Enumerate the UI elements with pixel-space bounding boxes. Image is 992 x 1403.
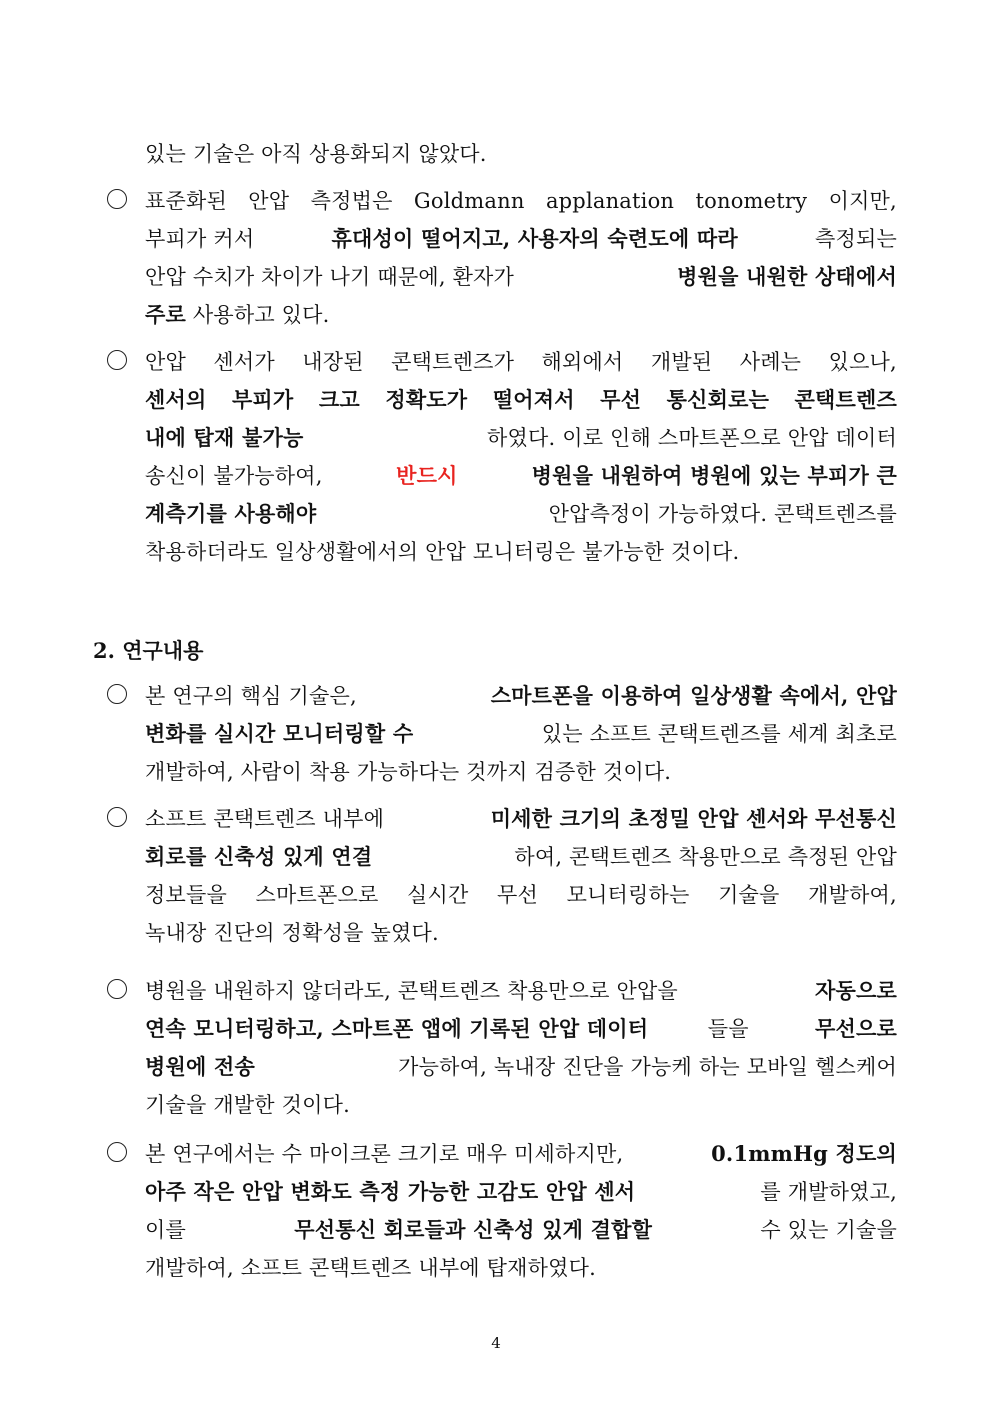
text-line: 변화를 실시간 모니터링할 수 있는 소프트 콘택트렌즈를 세계 최초로 <box>145 715 897 753</box>
word: 개발된 <box>650 350 713 374</box>
circle-bullet-icon <box>107 1142 127 1162</box>
continuation-block <box>107 135 897 173</box>
text-line: 부피가 커서 휴대성이 떨어지고, 사용자의 숙련도에 따라 측정되는 <box>145 220 897 258</box>
text-line: 연속 모니터링하고, 스마트폰 앱에 기록된 안압 데이터 들을 무선으로 <box>145 1010 897 1048</box>
emphasis-text: 주로 <box>145 302 186 327</box>
word: 부피가 <box>231 387 294 412</box>
word: 안압 <box>145 350 186 374</box>
word: 표준화된 <box>145 189 227 213</box>
circle-bullet-icon <box>107 684 127 704</box>
word: 스마트폰으로 <box>255 883 379 907</box>
word: applanation <box>545 189 675 213</box>
circle-bullet-icon <box>107 189 127 209</box>
emphasis-text: 회로를 신축성 있게 연결 <box>145 844 373 869</box>
emphasis-text: 스마트폰을 이용하여 일상생활 속에서, 안압 <box>490 683 897 708</box>
word: 안압 <box>248 189 290 213</box>
emphasis-text: 미세한 크기의 초정밀 안압 센서와 무선통신 <box>490 806 897 831</box>
highlight-text: 반드시 <box>396 463 458 488</box>
word: 실시간 <box>407 883 469 907</box>
word: 측정법은 <box>310 189 393 213</box>
emphasis-text: 변화를 실시간 모니터링할 수 <box>145 721 414 746</box>
word: 이지만, <box>828 189 897 213</box>
word: 정보들을 <box>145 883 227 907</box>
text-line: 본 연구의 핵심 기술은, 스마트폰을 이용하여 일상생활 속에서, 안압 <box>145 677 897 715</box>
word: 해외에서 <box>541 350 624 374</box>
text-line: 개발하여, 사람이 착용 가능하다는 것까지 검증한 것이다. <box>145 760 672 784</box>
text-line: 녹내장 진단의 정확성을 높였다. <box>145 921 439 945</box>
word: 개발하여, <box>808 883 897 907</box>
word: 크고 <box>318 387 360 412</box>
word: 무선 <box>497 883 539 907</box>
text-line <box>145 876 897 914</box>
text-line: 안압 수치가 차이가 나기 때문에, 환자가 병원을 내원한 상태에서 <box>145 258 897 296</box>
emphasis-text: 연속 모니터링하고, 스마트폰 앱에 기록된 안압 데이터 <box>145 1016 649 1041</box>
text-line: 있는 기술은 아직 상용화되지 않았다. <box>145 142 487 166</box>
emphasis-text: 병원을 내원하여 병원에 있는 부피가 큰 <box>524 463 897 488</box>
word: 떨어져서 <box>492 387 575 412</box>
text-line: 병원에 전송 가능하여, 녹내장 진단을 가능케 하는 모바일 헬스케어 <box>145 1048 897 1086</box>
word: 무선 <box>600 387 642 412</box>
text-line: 주로 사용하고 있다. <box>145 302 330 327</box>
text-line <box>145 343 897 381</box>
emphasis-text: 자동으로 <box>815 978 897 1003</box>
circle-bullet-icon <box>107 807 127 827</box>
background-paragraph-2 <box>107 343 897 571</box>
text-line: 개발하여, 소프트 콘택트렌즈 내부에 탑재하였다. <box>145 1256 596 1280</box>
text-line: 본 연구에서는 수 마이크론 크기로 매우 미세하지만, 0.1mmHg 정도의 <box>145 1135 897 1173</box>
emphasis-text: 0.1mmHg 정도의 <box>711 1141 897 1166</box>
background-paragraph-1 <box>107 182 897 334</box>
emphasis-text: 무선으로 <box>815 1016 897 1041</box>
word: 정확도가 <box>385 387 468 412</box>
circle-bullet-icon <box>107 979 127 999</box>
word: 콘택트렌즈 <box>794 387 897 412</box>
text-line: 착용하더라도 일상생활에서의 안압 모니터링은 불가능한 것이다. <box>145 540 740 564</box>
text-line: 아주 작은 안압 변화도 측정 가능한 고감도 안압 센서 를 개발하였고, <box>145 1173 897 1211</box>
word: 모니터링하는 <box>566 883 690 907</box>
research-paragraph-3 <box>107 972 897 1124</box>
text-line: 이를 무선통신 회로들과 신축성 있게 결합할 수 있는 기술을 <box>145 1211 897 1249</box>
emphasis-text: 내에 탑재 불가능 <box>145 425 304 450</box>
word: 있으나, <box>828 350 897 374</box>
circle-bullet-icon <box>107 350 127 370</box>
word: 통신회로는 <box>666 387 770 412</box>
research-paragraph-4 <box>107 1135 897 1287</box>
text-line: 계측기를 사용해야 안압측정이 가능하였다. 콘택트렌즈를 <box>145 495 897 533</box>
emphasis-text: 계측기를 사용해야 <box>145 501 317 526</box>
text-line: 기술을 개발한 것이다. <box>145 1093 350 1117</box>
emphasis-text: 무선통신 회로들과 신축성 있게 결합할 <box>294 1217 653 1242</box>
emphasis-text: 휴대성이 떨어지고, 사용자의 숙련도에 따라 <box>331 226 738 251</box>
emphasis-text: 병원에 전송 <box>145 1054 255 1079</box>
text-line: 회로를 신축성 있게 연결 하여, 콘택트렌즈 착용만으로 측정된 안압 <box>145 838 897 876</box>
word: 콘택트렌즈가 <box>391 350 515 374</box>
page-number: 4 <box>491 1334 501 1352</box>
word: 센서가 <box>213 350 275 374</box>
word: tonometry <box>695 189 808 213</box>
text-line: 소프트 콘택트렌즈 내부에 미세한 크기의 초정밀 안압 센서와 무선통신 <box>145 800 897 838</box>
text-line: 병원을 내원하지 않더라도, 콘택트렌즈 착용만으로 안압을 자동으로 <box>145 972 897 1010</box>
text-line <box>145 182 897 220</box>
word: 센서의 <box>145 387 207 412</box>
word: 내장된 <box>302 350 364 374</box>
word: 사례는 <box>739 350 802 374</box>
emphasis-text: 아주 작은 안압 변화도 측정 가능한 고감도 안압 센서 <box>145 1179 636 1204</box>
text-line <box>145 381 897 419</box>
text-line: 송신이 불가능하여, 반드시 병원을 내원하여 병원에 있는 부피가 큰 <box>145 457 897 495</box>
emphasis-text: 병원을 내원한 상태에서 <box>677 264 897 289</box>
section-heading: 2. 연구내용 <box>93 638 204 663</box>
word: 기술을 <box>718 883 780 907</box>
word: Goldmann <box>413 189 525 213</box>
text-line: 내에 탑재 불가능 하였다. 이로 인해 스마트폰으로 안압 데이터 <box>145 419 897 457</box>
research-paragraph-1 <box>107 677 897 791</box>
research-paragraph-2 <box>107 800 897 952</box>
